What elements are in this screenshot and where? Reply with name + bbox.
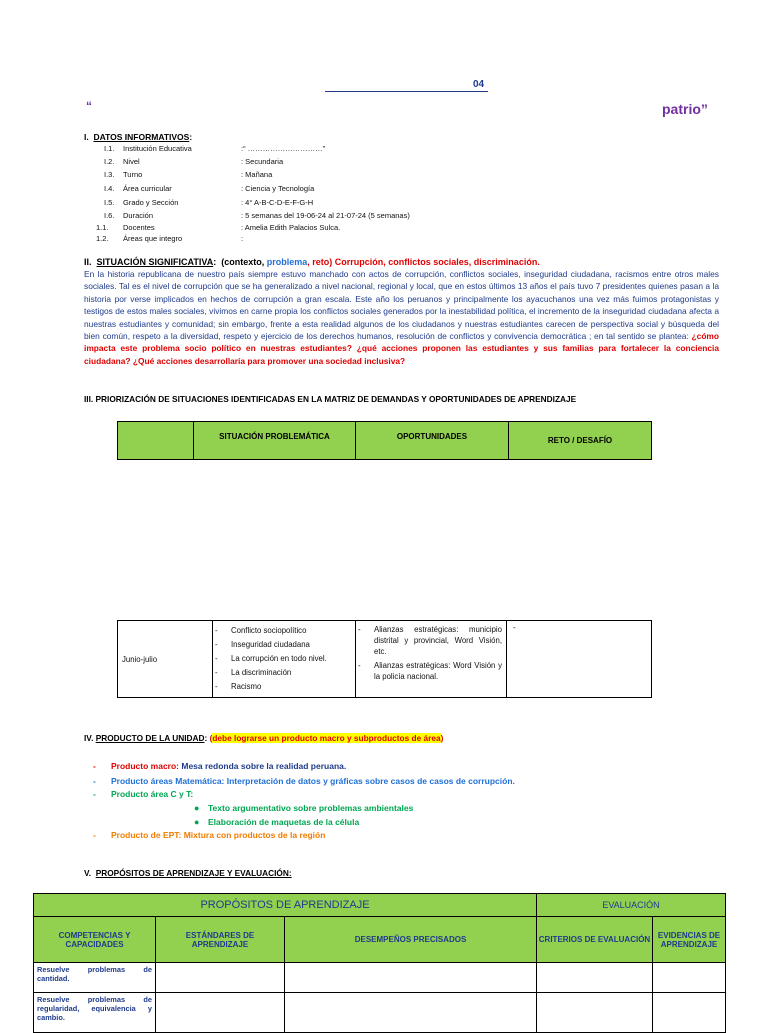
info-label: Docentes (123, 223, 155, 232)
priorizacion-header-table (117, 421, 652, 460)
problem-item: - Racismo (213, 680, 355, 694)
info-value: : Ciencia y Tecnología (241, 184, 315, 193)
info-label: Institución Educativa (123, 144, 192, 153)
blank-header-cell (118, 422, 194, 460)
info-number: 1.2. (96, 234, 109, 243)
opportunity-item: - Alianzas estratégicas: Word Visión y la policía nacional. (356, 660, 502, 682)
propositos-group-header: PROPÓSITOS DE APRENDIZAJE (34, 894, 537, 917)
col-estandares: ESTÁNDARES DE APRENDIZAJE (156, 917, 285, 963)
section-1-heading: I. DATOS INFORMATIVOS: (84, 132, 193, 142)
unit-number: 04 (473, 79, 485, 90)
opportunity-item: - Alianzas estratégicas: municipio distrital y provincial, Word Visión, etc. (356, 624, 502, 657)
situacion-problematica-header: SITUACIÓN PROBLEMÁTICA (194, 422, 356, 460)
title-open-quote: “ (86, 99, 92, 113)
info-row (96, 170, 456, 181)
section-3-heading: III. PRIORIZACIÓN DE SITUACIONES IDENTIFICADAS EN LA MATRIZ DE DEMANDAS Y OPORTUNIDADES DE APRENDIZAJE (84, 394, 577, 404)
info-value: : Mañana (241, 170, 273, 179)
title-close-quote: patrio” (662, 101, 708, 117)
situacion-significativa-text: En la historia republicana de nuestro país siempre estuvo manchado con actos de corrupción, conflictos sociales, inseguridad ciudadana, racismos entre otros males sociales. Tal es el nivel de corrupción que se ha generalizado a nivel nacional, regional y local, que en estos últimos 13 años el país tuvo 7 presidentes quienes pasan a la historia por verse implicados en hechos de corrupción a gran escala. Este año los peruanos y principalmente los ayacuchanos una vez más fuimos protagonistas y testigos de estos males sociales, vivimos en carne propia los conflictos sociales generados por la inestabilidad política, el incremento de la inseguridad ciudadana afecta a nuestras estudiantes y comunidad; sin embargo, frente a esta realidad algunos de los ciudadanos y nuestras estudiantes carecen de perspectiva social y búsqueda del bien común, respeto a la diversidad, respeto y ejercicio de los derechos humanos, resolución de conflictos y convivencia democrática ; en tal sentido se plantea: ¿cómo impacta este problema socio político en nuestras estudiantes? ¿qué acciones proponen las estudiantes y sus familias para fortalecer la conciencia ciudadana? ¿Qué acciones desarrollaría para promover una sociedad inclusiva? (84, 269, 719, 366)
evaluacion-group-header: EVALUACIÓN (537, 894, 726, 917)
info-number: I.6. (104, 211, 115, 220)
header-rule (325, 91, 488, 92)
problem-item: - La discriminación (213, 666, 355, 680)
problems-list (213, 624, 355, 694)
reto-cell: - (507, 621, 652, 698)
info-row (96, 198, 456, 209)
product-cyt: - Producto área C y T: (93, 789, 194, 799)
info-value: : 4° A-B-C-D-E-F-G-H (241, 198, 314, 207)
oportunidades-header: OPORTUNIDADES (356, 422, 509, 460)
info-number: I.3. (104, 170, 115, 179)
period-cell: Junio-julio (118, 621, 213, 698)
problem-item: - Conflicto sociopolítico (213, 624, 355, 638)
info-value: : (241, 234, 244, 243)
section-4-heading: IV. PRODUCTO DE LA UNIDAD: (debe lograrse un producto macro y subproductos de área) (84, 733, 444, 743)
col-criterios: CRITERIOS DE EVALUACIÓN (537, 917, 653, 963)
info-label: Duración (123, 211, 154, 220)
info-row (96, 157, 456, 168)
info-value: : Amelia Edith Palacios Sulca. (241, 223, 341, 232)
info-value: : Secundaria (241, 157, 284, 166)
info-row (96, 144, 456, 155)
priorizacion-body-table (117, 620, 652, 698)
opportunities-list (356, 624, 502, 682)
propositos-table (33, 893, 726, 1033)
info-label: Áreas que integro (123, 234, 183, 243)
competencia-row: Resuelve problemas de regularidad, equivalencia y cambio. (34, 993, 156, 1033)
info-row (96, 223, 456, 234)
product-cyt-sub-1: ● Texto argumentativo sobre problemas ambientales (194, 803, 414, 813)
info-number: I.4. (104, 184, 115, 193)
section-2-heading: II. SITUACIÓN SIGNIFICATIVA: (contexto, problema, reto) Corrupción, conflictos sociales, discriminación. (84, 257, 540, 267)
product-cyt-sub-2: ● Elaboración de maquetas de la célula (194, 817, 360, 827)
info-label: Turno (123, 170, 143, 179)
section-5-heading: V. PROPÓSITOS DE APRENDIZAJE Y EVALUACIÓN: (84, 868, 292, 878)
problem-item: - Inseguridad ciudadana (213, 638, 355, 652)
info-number: 1.1. (96, 223, 109, 232)
opportunities-cell (356, 621, 507, 698)
info-value: : 5 semanas del 19-06-24 al 21-07-24 (5 semanas) (241, 211, 410, 220)
info-row (96, 234, 456, 245)
product-macro: - Producto macro: Mesa redonda sobre la realidad peruana. (93, 761, 347, 771)
problem-item: - La corrupción en todo nivel. (213, 652, 355, 666)
info-row (96, 211, 456, 222)
reto-desafio-header: RETO / DESAFÍO (509, 422, 652, 460)
info-row (96, 184, 456, 195)
info-number: I.1. (104, 144, 115, 153)
info-label: Área curricular (123, 184, 172, 193)
datos-informativos-list (96, 144, 456, 249)
competencia-row: Resuelve problemas de cantidad. (34, 963, 156, 993)
col-evidencias: EVIDENCIAS DE APRENDIZAJE (653, 917, 726, 963)
info-number: I.2. (104, 157, 115, 166)
product-matematica: - Producto áreas Matemática: Interpretación de datos y gráficas sobre casos de casos de corrupción. (93, 776, 515, 786)
product-ept: - Producto de EPT: Mixtura con productos de la región (93, 830, 326, 840)
col-desempenos: DESEMPEÑOS PRECISADOS (285, 917, 537, 963)
problems-cell (213, 621, 356, 698)
info-value: :“ …………………………” (241, 144, 326, 153)
info-number: I.5. (104, 198, 115, 207)
info-label: Nivel (123, 157, 140, 166)
col-competencias: COMPETENCIAS Y CAPACIDADES (34, 917, 156, 963)
info-label: Grado y Sección (123, 198, 179, 207)
